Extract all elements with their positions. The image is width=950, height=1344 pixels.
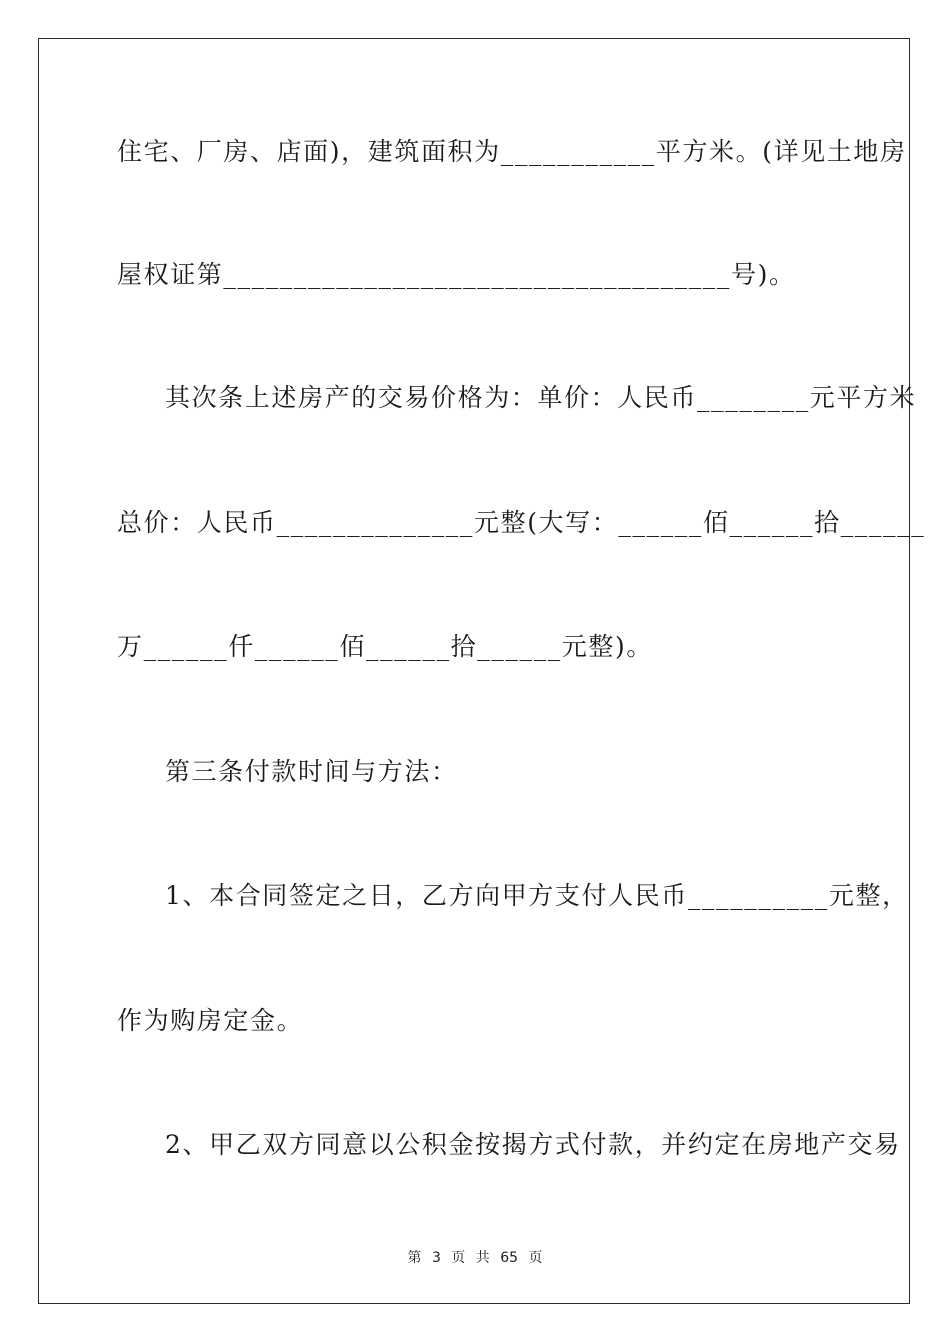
paragraph-line-5: 万______仟______佰______拾______元整)。: [117, 632, 653, 661]
paragraph-line-8: 作为购房定金。: [117, 1006, 304, 1035]
paragraph-line-1: 住宅、厂房、店面)，建筑面积为___________平方米。(详见土地房: [117, 137, 907, 166]
page-border: [38, 38, 926, 1304]
paragraph-line-4: 总价：人民币______________元整(大写：______佰______拾______: [117, 508, 926, 537]
paragraph-line-3: 其次条上述房产的交易价格为：单价：人民币________元平方米: [165, 383, 917, 412]
paragraph-line-9: 2、甲乙双方同意以公积金按揭方式付款，并约定在房地产交易: [165, 1130, 901, 1159]
page-number-footer: 第 3 页 共 65 页: [407, 1250, 543, 1266]
paragraph-line-7: 1、本合同签定之日，乙方向甲方支付人民币__________元整，: [165, 881, 909, 910]
section-heading-payment: 第三条付款时间与方法：: [165, 757, 458, 786]
paragraph-line-2: 屋权证第____________________________________号)。: [117, 260, 796, 289]
